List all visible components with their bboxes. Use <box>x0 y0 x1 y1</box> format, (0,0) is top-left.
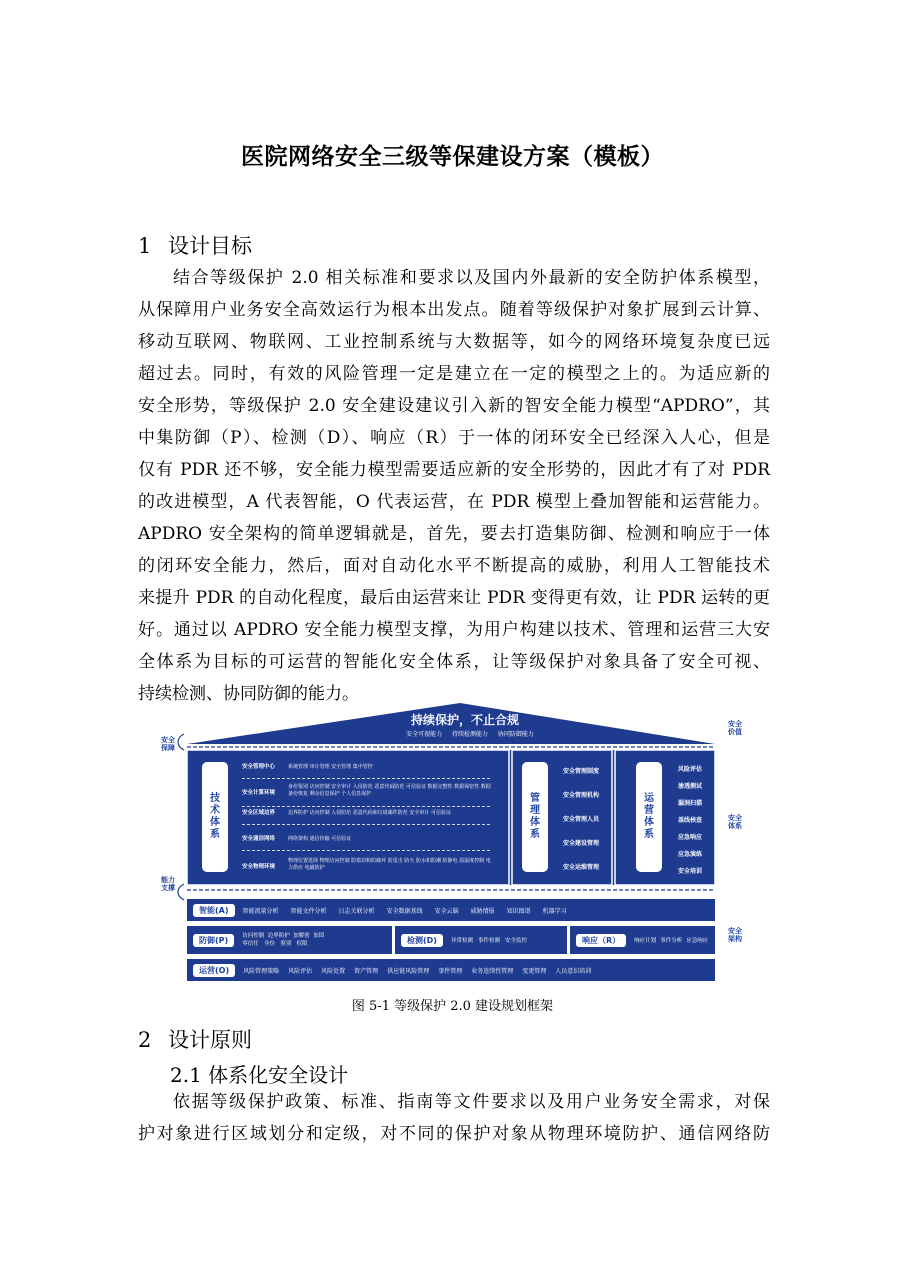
ops-band <box>187 959 715 981</box>
ops-item: 风险评估 <box>677 766 702 773</box>
mgmt-item: 安全管理人员 <box>562 816 599 823</box>
section1-heading-text: 设计目标 <box>168 234 252 258</box>
paragraph-line: 的改进模型，A 代表智能，O 代表运营，在 PDR 模型上叠加智能和运营能力。 <box>138 492 770 512</box>
ops-item: 基线核查 <box>677 817 702 824</box>
right-label-architecture: 安全 架构 <box>728 927 742 943</box>
o-pill: 运营(O) <box>193 964 235 977</box>
figure-caption: 图 5-1 等级保护 2.0 建设规划框架 <box>351 999 554 1014</box>
o-item: 供应链风险管理 <box>387 967 430 975</box>
o-item: 风险管理策略 <box>243 967 280 975</box>
mgmt-list <box>552 766 610 886</box>
tech-row: 安全物理环境 物理位置选择 物理访问控制 防盗窃和防破坏 防雷击 防火 防水和防潮 防静电 温湿度控制 电力供应 电磁防护 <box>242 858 491 871</box>
section2-heading <box>138 1024 252 1054</box>
p-item: 边界防护 <box>267 933 290 939</box>
r-item: 应急响应 <box>686 938 709 944</box>
document-title: 医院网络安全三级等保建设方案（模板） <box>241 144 664 170</box>
paragraph-line: 的闭环安全能力，然后，面对自动化水平不断提高的威胁，利用人工智能技术 <box>138 556 770 576</box>
tech-row: 安全计算环境 身份鉴别 访问控制 安全审计 入侵防范 恶意代码防范 可信验证 数据完整性 数据保密性 数据备份恢复 剩余信息保护 个人信息保护 <box>242 784 490 807</box>
p-item: 身份 <box>263 941 275 947</box>
ops-system-label: 运 营 体 系 <box>636 762 662 872</box>
ops-list <box>668 764 712 883</box>
mgmt-system-label: 管 理 体 系 <box>522 762 548 872</box>
ai-item: 智能流量分析 <box>242 907 279 915</box>
ops-item: 应急演练 <box>677 851 702 858</box>
o-item: 资产管理 <box>354 967 379 975</box>
section2-number: 2 <box>138 1028 152 1052</box>
ops-item: 渗透测试 <box>677 783 702 790</box>
d-item: 异常检测 <box>450 938 473 944</box>
security-framework-figure <box>160 700 760 985</box>
d-segment <box>395 926 567 954</box>
mgmt-item: 安全管理制度 <box>562 768 599 775</box>
ai-item: 安全数据基线 <box>386 907 423 915</box>
paragraph-line: 持续检测、协同防御的能力。 <box>138 684 359 704</box>
r-item: 响应计划 <box>634 938 657 944</box>
r-segment <box>570 926 715 954</box>
r-pill: 响应（R） <box>576 934 626 947</box>
ai-item: 安全云脑 <box>434 907 459 915</box>
section2-paragraph <box>138 1086 770 1150</box>
mgmt-item: 安全管理机构 <box>562 792 599 799</box>
section1-heading <box>138 230 252 260</box>
right-label-value: 安全 价值 <box>728 720 742 736</box>
paragraph-line: 好。通过以 APDRO 安全能力模型支撑，为用户构建以技术、管理和运营三大安 <box>138 620 770 640</box>
p-item: 加固 <box>313 933 325 939</box>
left-bottom-arrow <box>178 884 184 900</box>
ops-item: 安全培训 <box>677 868 702 875</box>
paragraph-line: 依据等级保护政策、标准、指南等文件要求以及用户业务安全需求，对保 <box>173 1092 770 1112</box>
o-item: 变更管理 <box>522 967 547 975</box>
ai-item: 威胁情报 <box>470 907 495 915</box>
ai-item: 日志关联分析 <box>338 907 375 915</box>
section2-1-heading: 2.1 体系化安全设计 <box>170 1063 349 1087</box>
tech-row: 安全管理中心 系统管理 审计管理 安全管理 集中管控 <box>242 764 490 779</box>
r-item: 事件分析 <box>660 938 683 944</box>
d-item: 安全监控 <box>504 938 527 944</box>
section1-paragraph <box>138 262 770 710</box>
right-label-system: 安全 体系 <box>728 814 742 830</box>
paragraph-line: 移动互联网、物联网、工业控制系统与大数据等，如今的网络环境复杂度已远 <box>138 332 770 352</box>
roof-title: 持续保护，不止合规 <box>410 713 519 727</box>
roof-subtitle: 安全可视能力 持续检测能力 协同防御能力 <box>406 731 534 738</box>
p-pill: 防御(P) <box>193 934 234 947</box>
paragraph-line: 中集防御（P）、检测（D）、响应（R）于一体的闭环安全已经深入人心，但是 <box>138 428 770 448</box>
p-segment <box>187 926 392 954</box>
p-item: 鉴别 <box>280 941 292 947</box>
ai-item: 智能文件分析 <box>290 907 327 915</box>
tech-system-label: 技 术 体 系 <box>202 762 228 872</box>
mgmt-item: 安全运维管理 <box>562 864 599 871</box>
ai-item: 机器学习 <box>542 907 567 915</box>
left-bottom-label: 能力 支撑 <box>161 876 175 892</box>
mgmt-item: 安全建设管理 <box>562 840 599 847</box>
paragraph-line: 结合等级保护 2.0 相关标准和要求以及国内外最新的安全防护体系模型， <box>173 268 770 288</box>
ops-item: 漏洞扫描 <box>677 800 702 807</box>
p-item: 加解密 <box>293 933 310 939</box>
ops-item: 应急响应 <box>677 834 702 841</box>
ai-item: 知识图谱 <box>506 907 531 915</box>
paragraph-line: 仅有 PDR 还不够，安全能力模型需要适应新的安全形势的，因此才有了对 PDR <box>138 460 770 480</box>
paragraph-line: 全体系为目标的可运营的智能化安全体系，让等级保护对象具备了安全可视、 <box>138 652 770 672</box>
paragraph-line: 安全形势，等级保护 2.0 安全建设建议引入新的智安全能力模型“APDRO”，其 <box>138 396 770 416</box>
o-item: 事件管理 <box>438 967 463 975</box>
tech-row: 安全通信网络 网络架构 通信传输 可信验证 <box>242 836 490 851</box>
o-item: 风险处置 <box>321 967 346 975</box>
ai-band <box>187 899 715 921</box>
left-top-label: 安全 保障 <box>161 736 175 752</box>
section2-heading-text: 设计原则 <box>168 1028 252 1052</box>
o-item: 人员意识培训 <box>555 967 592 975</box>
pdr-band <box>187 926 715 954</box>
d-item: 事件检测 <box>477 938 500 944</box>
p-item: 零信任 <box>242 941 259 947</box>
left-top-arrow <box>178 734 184 750</box>
paragraph-line: 来提升 PDR 的自动化程度，最后由运营来让 PDR 变得更有效，让 PDR 运转的更 <box>138 588 770 608</box>
section1-number: 1 <box>138 234 152 258</box>
paragraph-line: 超过去。同时，有效的风险管理一定是建立在一定的模型之上的。为适应新的 <box>138 364 770 384</box>
paragraph-line: APDRO 安全架构的简单逻辑就是，首先，要去打造集防御、检测和响应于一体 <box>138 524 770 544</box>
p-item: 访问控制 <box>242 933 265 939</box>
tech-row: 安全区域边界 边界防护 访问控制 入侵防范 恶意代码和垃圾邮件防范 安全审计 可信验证 <box>242 810 490 825</box>
ai-pill: 智能(A) <box>193 904 235 917</box>
p-item: 权限 <box>296 941 308 947</box>
d-pill: 检测(D) <box>401 934 443 947</box>
paragraph-line: 从保障用户业务安全高效运行为根本出发点。随着等级保护对象扩展到云计算、 <box>138 300 770 320</box>
paragraph-line: 护对象进行区域划分和定级，对不同的保护对象从物理环境防护、通信网络防 <box>138 1124 770 1144</box>
o-item: 风险评估 <box>288 967 313 975</box>
o-item: 业务连续性管理 <box>471 967 514 975</box>
p-items <box>242 932 324 948</box>
